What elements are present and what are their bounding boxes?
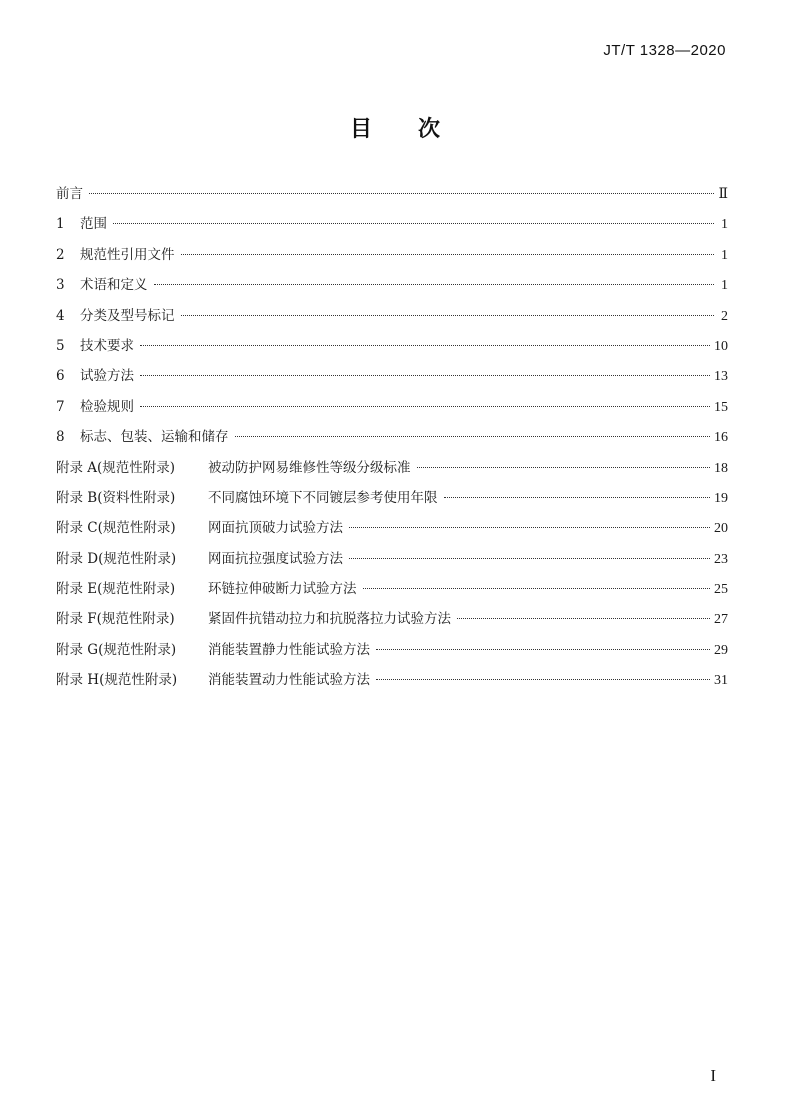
dot-leader [417, 467, 711, 468]
toc-entry-title: 消能装置静力性能试验方法 [208, 641, 370, 658]
toc-entry-title: 试验方法 [80, 368, 134, 385]
toc-page-number: 20 [714, 521, 728, 537]
toc-page-number: 29 [714, 642, 728, 658]
toc-entry-title: 术语和定义 [80, 277, 148, 294]
toc-row-foreword[interactable] [56, 182, 728, 212]
toc-appendix-label: 附录 H(规范性附录) [56, 672, 178, 689]
toc-row-3[interactable] [56, 273, 728, 303]
dot-leader [444, 497, 711, 498]
toc-page-number: 25 [714, 582, 728, 598]
toc-entry-title: 分类及型号标记 [80, 307, 175, 324]
dot-leader [349, 527, 710, 528]
toc-row-2[interactable] [56, 243, 728, 273]
toc-row-appendix-h[interactable] [56, 668, 728, 698]
toc-appendix-label: 附录 F(规范性附录) [56, 611, 175, 628]
toc-row-appendix-d[interactable] [56, 547, 728, 577]
toc-entry-title: 范围 [80, 216, 107, 233]
toc-row-appendix-a[interactable] [56, 456, 728, 486]
toc-page-number: 15 [714, 399, 728, 415]
toc-row-appendix-c[interactable] [56, 516, 728, 546]
toc-appendix-label: 附录 D(规范性附录) [56, 550, 177, 567]
page-number: I [710, 1066, 716, 1085]
toc-page-number: 27 [714, 612, 728, 628]
toc-entry-title: 技术要求 [80, 337, 134, 354]
dot-leader [140, 406, 710, 407]
toc-entry-title: 消能装置动力性能试验方法 [208, 672, 370, 689]
toc-page-number: 23 [714, 551, 728, 567]
toc-entry-title: 网面抗拉强度试验方法 [208, 550, 343, 567]
toc-entry-title: 规范性引用文件 [80, 246, 175, 263]
toc-section-number: 4 [56, 307, 65, 324]
dot-leader [376, 679, 710, 680]
dot-leader [181, 254, 715, 255]
toc-appendix-label: 附录 E(规范性附录) [56, 581, 176, 598]
dot-leader [89, 193, 714, 194]
toc-page-number: 31 [714, 673, 728, 689]
toc-page-number: Ⅱ [718, 187, 728, 202]
toc-section-number: 6 [56, 368, 65, 385]
toc-entry-title: 环链拉伸破断力试验方法 [208, 581, 357, 598]
toc-appendix-label: 附录 C(规范性附录) [56, 520, 176, 537]
toc-row-7[interactable] [56, 395, 728, 425]
toc-row-appendix-e[interactable] [56, 577, 728, 607]
toc-entry-title: 不同腐蚀环境下不同镀层参考使用年限 [208, 489, 438, 506]
toc-page-number: 1 [721, 247, 728, 263]
toc-section-number: 1 [56, 216, 65, 233]
toc-row-5[interactable] [56, 334, 728, 364]
toc-section-number: 8 [56, 429, 65, 446]
toc-row-4[interactable] [56, 304, 728, 334]
page-title [0, 112, 790, 143]
title-char-1: 目 [349, 117, 372, 142]
toc-row-appendix-f[interactable] [56, 607, 728, 637]
toc-appendix-label: 附录 G(规范性附录) [56, 641, 177, 658]
title-char-2: 次 [418, 117, 441, 142]
toc-entry-title: 检验规则 [80, 398, 134, 415]
toc-entry-title: 前言 [56, 186, 83, 202]
toc-row-appendix-b[interactable] [56, 486, 728, 516]
toc-appendix-label: 附录 B(资料性附录) [56, 489, 176, 506]
toc-page-number: 1 [721, 278, 728, 294]
dot-leader [235, 436, 711, 437]
toc-page-number: 16 [714, 430, 728, 446]
toc-entry-title: 网面抗顶破力试验方法 [208, 520, 343, 537]
toc-row-6[interactable] [56, 364, 728, 394]
toc-page-number: 1 [721, 217, 728, 233]
dot-leader [181, 315, 715, 316]
toc-page-number: 2 [721, 308, 728, 324]
standard-code: JT/T 1328—2020 [603, 42, 726, 59]
dot-leader [376, 649, 710, 650]
toc-section-number: 7 [56, 398, 65, 415]
toc-row-8[interactable] [56, 425, 728, 455]
toc-section-number: 3 [56, 277, 65, 294]
dot-leader [154, 284, 715, 285]
toc-appendix-label: 附录 A(规范性附录) [56, 459, 176, 476]
dot-leader [457, 618, 710, 619]
toc-row-1[interactable] [56, 212, 728, 242]
toc-list [56, 182, 728, 699]
toc-section-number: 5 [56, 337, 65, 354]
toc-page-number: 10 [714, 338, 728, 354]
toc-row-appendix-g[interactable] [56, 638, 728, 668]
toc-entry-title: 紧固件抗错动拉力和抗脱落拉力试验方法 [208, 611, 451, 628]
toc-page-number: 19 [714, 490, 728, 506]
toc-page-number: 18 [714, 460, 728, 476]
dot-leader [349, 558, 710, 559]
dot-leader [140, 375, 710, 376]
dot-leader [113, 223, 714, 224]
toc-entry-title: 标志、包装、运输和储存 [80, 429, 229, 446]
dot-leader [363, 588, 711, 589]
toc-entry-title: 被动防护网易维修性等级分级标准 [208, 459, 411, 476]
toc-section-number: 2 [56, 246, 65, 263]
dot-leader [140, 345, 710, 346]
toc-page-number: 13 [714, 369, 728, 385]
